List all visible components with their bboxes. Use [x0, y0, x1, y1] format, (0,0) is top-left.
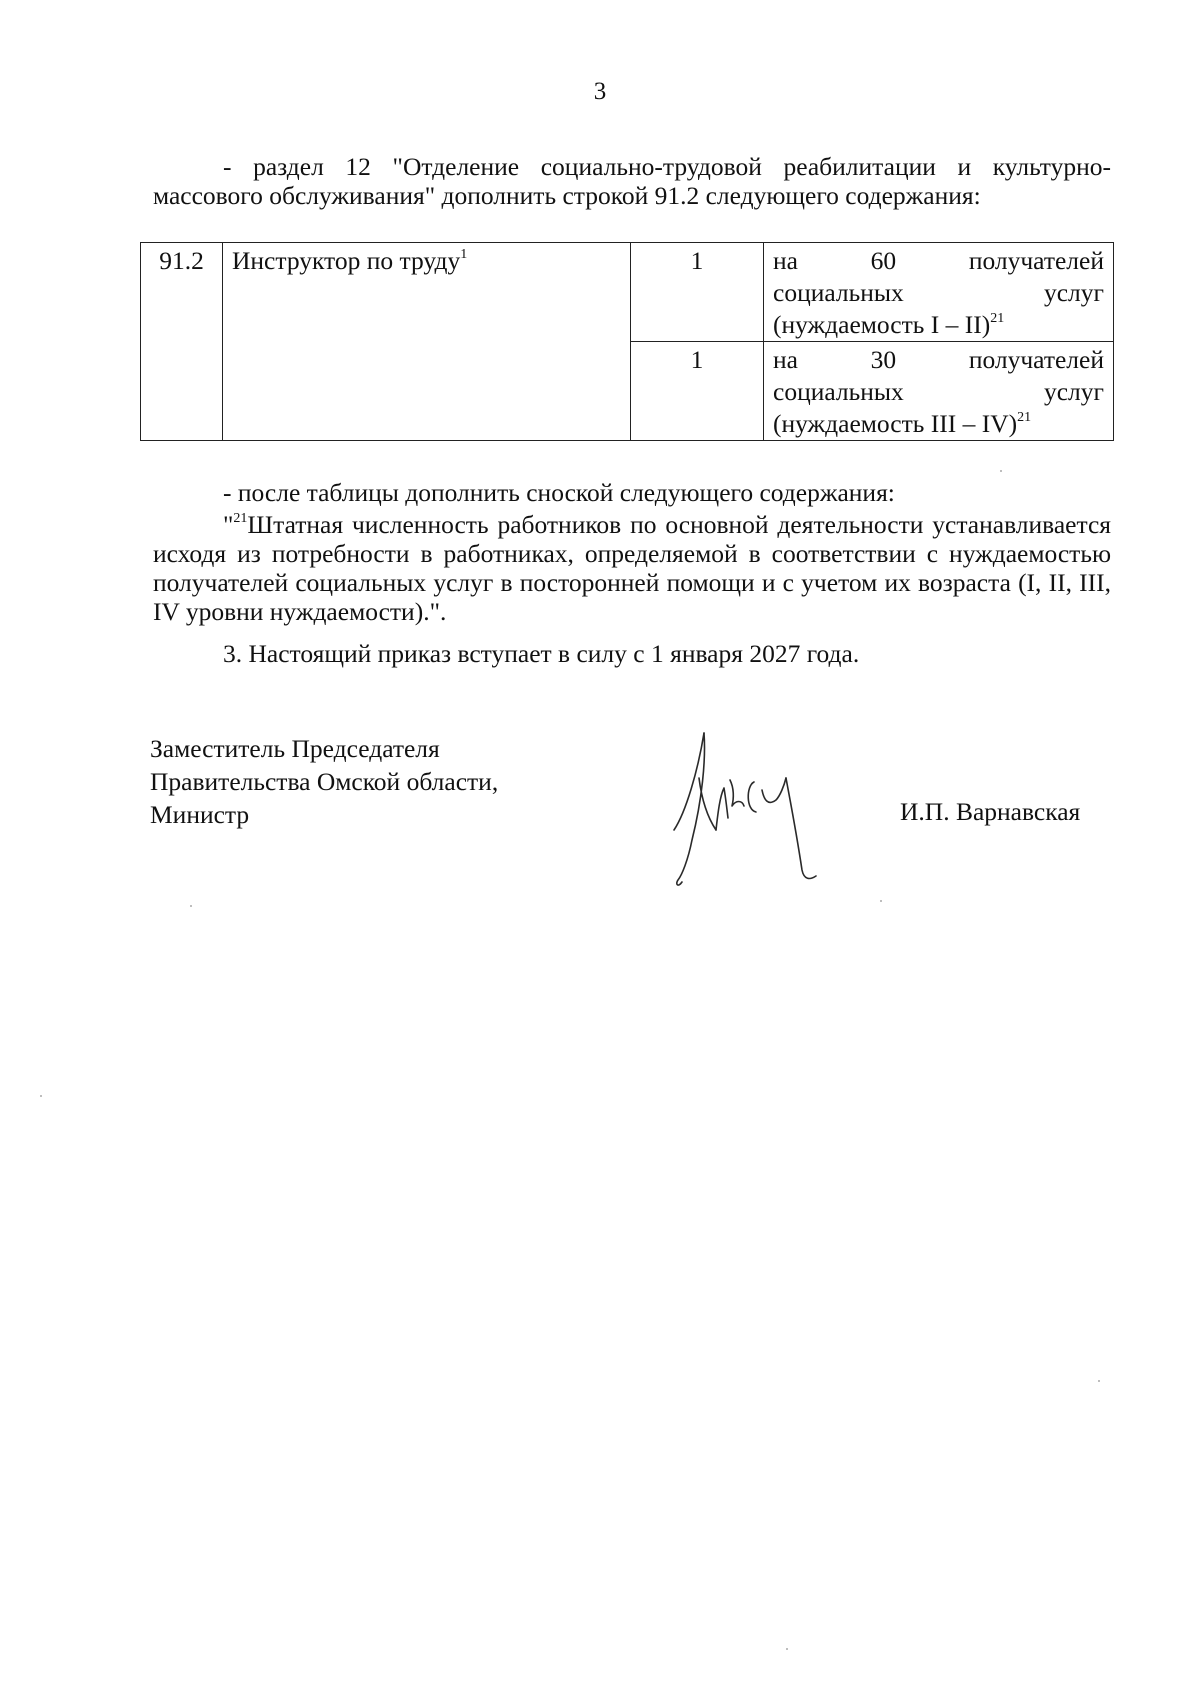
page-number: 3	[593, 78, 607, 105]
signer-title-line: Заместитель Председателя	[150, 734, 440, 763]
condition-word: на	[773, 246, 798, 275]
quantity-cell: 1	[631, 342, 764, 441]
condition-line	[773, 245, 1104, 277]
position-cell	[223, 243, 631, 441]
footnote-open-quote: "	[223, 510, 234, 539]
row-number-cell: 91.2	[141, 243, 223, 441]
condition-line	[773, 344, 1104, 376]
scan-speck	[1000, 470, 1002, 472]
condition-cell	[764, 243, 1114, 342]
condition-cell	[764, 342, 1114, 441]
condition-word: получателей	[968, 246, 1104, 275]
signer-title-line: Министр	[150, 800, 250, 829]
footnote-paragraph	[153, 510, 1111, 626]
handwritten-signature	[672, 730, 842, 890]
scan-speck	[1098, 1380, 1100, 1382]
condition-need-level: (нуждаемость III – IV)	[773, 409, 1018, 438]
position-name: Инструктор по труду	[232, 246, 461, 275]
scan-speck	[880, 900, 882, 902]
scan-speck	[190, 905, 192, 907]
condition-line	[773, 408, 1104, 440]
quantity-cell: 1	[631, 243, 764, 342]
after-table-paragraph: - после таблицы дополнить сноской следующего содержания:	[223, 478, 895, 507]
condition-line	[773, 376, 1104, 408]
condition-word: 60	[870, 246, 897, 275]
condition-footnote-ref: 21	[990, 311, 1005, 326]
condition-line	[773, 309, 1104, 341]
table-row	[141, 243, 1114, 342]
signer-title	[150, 732, 498, 831]
condition-word: получателей	[968, 345, 1104, 374]
signer-title-line: Правительства Омской области,	[150, 767, 499, 796]
condition-word: социальных	[773, 278, 904, 307]
staffing-table	[140, 242, 1114, 441]
position-footnote-ref: 1	[460, 247, 468, 262]
condition-footnote-ref: 21	[1017, 410, 1032, 425]
signer-name: И.П. Варнавская	[900, 797, 1081, 826]
condition-need-level: (нуждаемость I – II)	[773, 310, 991, 339]
condition-word: услуг	[1043, 377, 1104, 406]
scan-speck	[786, 1648, 788, 1650]
condition-line	[773, 277, 1104, 309]
scan-speck	[40, 1095, 42, 1097]
condition-word: услуг	[1043, 278, 1104, 307]
final-clause: 3. Настоящий приказ вступает в силу с 1 января 2027 года.	[223, 639, 860, 668]
condition-word: на	[773, 345, 798, 374]
intro-paragraph: - раздел 12 "Отделение социально-трудовой реабилитации и культурно-массового обслуживания" дополнить строкой 91.2 следующего содержания:	[153, 152, 1111, 210]
condition-word: социальных	[773, 377, 904, 406]
condition-word: 30	[870, 345, 897, 374]
footnote-text: Штатная численность работников по основной деятельности устанавливается исходя из потребности в работниках, определяемой в соответствии с нуждаемостью получателей социальных услуг в посторонней помощи и с учетом их возраста (I, II, III, IV уровни нуждаемости).".	[153, 510, 1111, 626]
footnote-marker: 21	[233, 511, 248, 526]
